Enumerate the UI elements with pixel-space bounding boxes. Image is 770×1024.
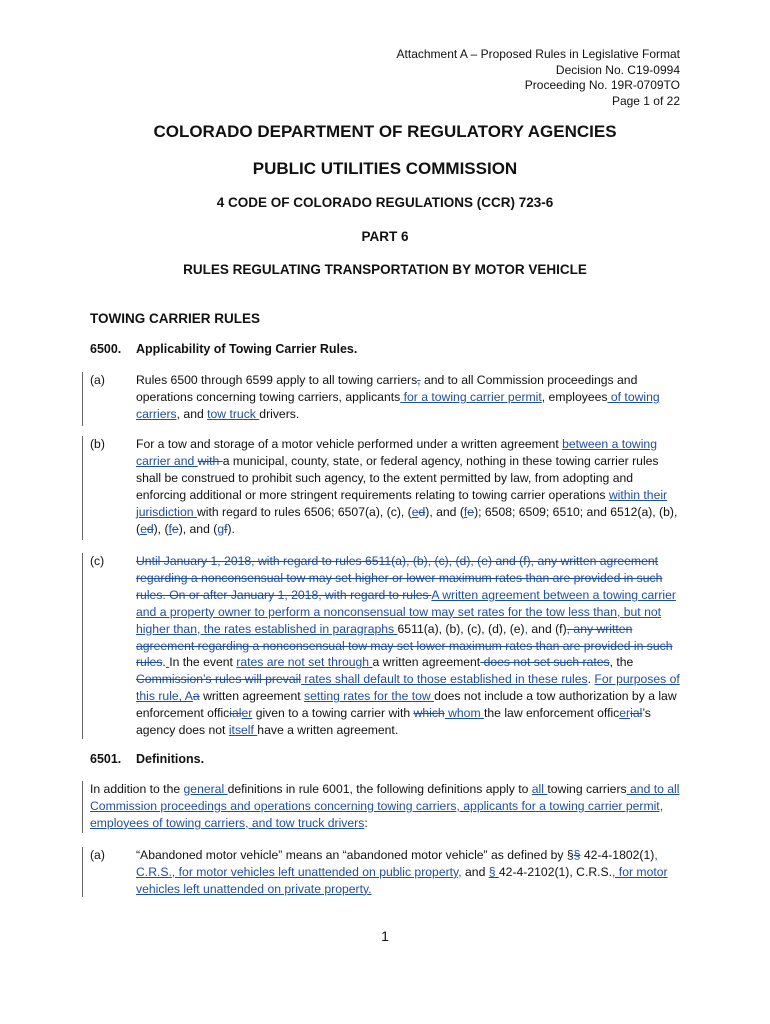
item-label: (a) [90, 848, 105, 862]
item-text: “Abandoned motor vehicle” means an “abandoned motor vehicle” as defined by §§ 42-4-1802(1), C.R.S., for motor vehicles left unattended on public property, and § 42-4-2102(1), C.R.S., for motor vehicles left unattended on private property. [136, 848, 668, 896]
commission-title: PUBLIC UTILITIES COMMISSION [252, 159, 518, 178]
item-label: (c) [90, 554, 105, 568]
definitions-intro: In addition to the general definitions in rule 6001, the following definitions apply to all towing carriers and to all Commission proceedings and operations concerning towing carriers, applicants for a towing carrier permit, employees of towing carriers, and tow truck drivers: [90, 782, 680, 830]
rule-6500-heading [90, 342, 357, 356]
rule-6501-heading [90, 752, 204, 766]
part-title: PART 6 [361, 229, 409, 244]
change-bar [82, 781, 83, 833]
rule-6501-a [90, 847, 680, 898]
code-title: 4 CODE OF COLORADO REGULATIONS (CCR) 723-6 [216, 195, 554, 210]
rule-title: Applicability of Towing Carrier Rules. [136, 342, 358, 356]
department-title: COLORADO DEPARTMENT OF REGULATORY AGENCIES [153, 122, 617, 141]
rule-title: Definitions. [136, 752, 205, 766]
item-label: (b) [90, 437, 105, 451]
rule-number: 6500. [90, 342, 122, 356]
change-bar [82, 847, 83, 897]
rule-6500-b [90, 436, 680, 537]
header-attachment: Attachment A – Proposed Rules in Legislative Format [396, 47, 680, 61]
header-proceeding: Proceeding No. 19R-0709TO [524, 78, 680, 92]
rule-number: 6501. [90, 752, 122, 766]
document-header [397, 47, 680, 109]
rule-6500-a [90, 372, 680, 423]
item-text: Rules 6500 through 6599 apply to all towing carriers, and to all Commission proceedings and operations concerning towing carriers, applicants for a towing carrier permit, employees of towing carriers, and tow truck drivers. [136, 373, 660, 421]
rule-6500-c [90, 553, 680, 739]
page-number: 1 [381, 928, 389, 944]
header-page: Page 1 of 22 [611, 93, 680, 108]
section-title: TOWING CARRIER RULES [90, 311, 261, 326]
item-text: For a tow and storage of a motor vehicle performed under a written agreement between a towing carrier and with a municipal, county, state, or federal agency, nothing in these towing carrier rules shall be construed to prohibit such agency, to the extent permitted by law, from adopting and enforcing additional or more stringent requirements relating to towing carrier operations within their jurisdiction with regard to rules 6506; 6507(a), (c), (ed), and (fe); 6508; 6509; 6510; and 6512(a), (b), (ed), (fe), and (gf). [136, 437, 678, 536]
item-label: (a) [90, 373, 105, 387]
change-bar [82, 436, 83, 540]
change-bar [82, 372, 83, 426]
rules-title: RULES REGULATING TRANSPORTATION BY MOTOR VEHICLE [183, 262, 587, 277]
change-bar [82, 553, 83, 739]
item-text: Until January 1, 2018, with regard to rules 6511(a), (b), (c), (d), (e) and (f), any written agreement regarding a nonconsensual tow may set higher or lower maximum rates than are provided in such rules. On or after January 1, 2018, with regard to rules A written agreement between a towing carrier and a property owner to perform a nonconsensual tow may set rates for the tow less than, but not higher than, the rates established in paragraphs 6511(a), (b), (c), (d), (e), and (f), any written agreement regarding a nonconsensual tow may set lower maximum rates than are provided in such rules. In the event rates are not set through a written agreement does not set such rates, the Commission’s rules will prevail rates shall default to those established in these rules. For purposes of this rule, Aa written agreement setting rates for the tow does not include a tow authorization by a law enforcement officialer given to a towing carrier with which whom the law enforcement officerial’s agency does not itself have a written agreement. [136, 554, 680, 738]
header-decision: Decision No. C19-0994 [555, 62, 680, 77]
